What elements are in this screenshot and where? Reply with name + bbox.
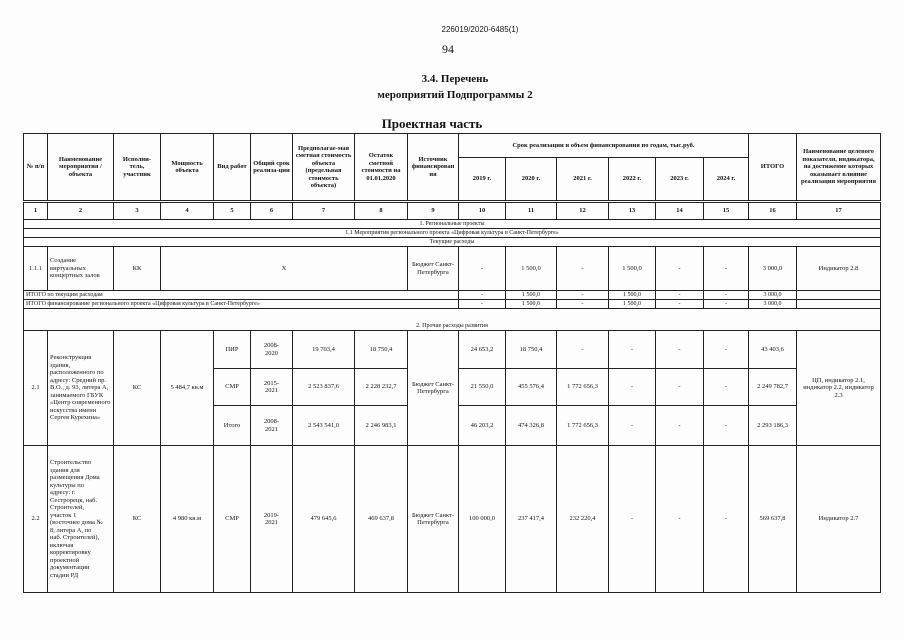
- header-year-2022: 2022 г.: [609, 158, 656, 202]
- header-indicator: Наименование целевого показателя, индикатора, на достижение которых оказывает влияние реализация мероприятия: [797, 134, 881, 202]
- year-2020-value: 237 417,4: [506, 446, 557, 593]
- empty-cell: [797, 291, 881, 300]
- year-2021-value: -: [557, 291, 609, 300]
- document-id: 226019/2020-6485(1): [441, 25, 519, 34]
- year-2020-value: 474 326,8: [506, 406, 557, 446]
- item-indicator: Индикатор 2.7: [797, 446, 881, 593]
- title-line-1: 3.4. Перечень: [421, 73, 489, 85]
- work-period: 2008-2021: [251, 406, 293, 446]
- header-year-2019: 2019 г.: [459, 158, 506, 202]
- table-row-2-1-pir: [24, 331, 881, 369]
- item-number: 1.1.1: [24, 247, 48, 291]
- year-2024-value: -: [704, 446, 749, 593]
- subtotal-label: ИТОГО по текущим расходам: [24, 291, 459, 300]
- work-type: Итого: [214, 406, 251, 446]
- work-period: 2019-2021: [251, 446, 293, 593]
- item-source: Бюджет Санкт-Петербурга: [408, 247, 459, 291]
- remaining-cost: 469 637,8: [355, 446, 408, 593]
- year-2019-value: -: [459, 247, 506, 291]
- work-type: ПИР: [214, 331, 251, 369]
- year-2020-value: 1 500,0: [506, 300, 557, 309]
- column-number: 8: [355, 202, 408, 220]
- year-2023-value: -: [656, 247, 704, 291]
- year-2022-value: 1 500,0: [609, 291, 656, 300]
- year-2019-value: 46 203,2: [459, 406, 506, 446]
- column-number: 14: [656, 202, 704, 220]
- item-executor: КК: [114, 247, 161, 291]
- year-2023-value: -: [656, 406, 704, 446]
- year-2019-value: 21 550,0: [459, 369, 506, 406]
- column-number-row: [24, 202, 881, 220]
- column-number: 9: [408, 202, 459, 220]
- year-2022-value: -: [609, 369, 656, 406]
- header-source: Источник финансирования: [408, 134, 459, 202]
- year-2020-value: 1 500,0: [506, 291, 557, 300]
- year-2021-value: -: [557, 247, 609, 291]
- work-total: 2 293 186,3: [749, 406, 797, 446]
- year-2021-value: 1 772 656,3: [557, 406, 609, 446]
- year-2020-value: 1 500,0: [506, 247, 557, 291]
- header-year-2023: 2023 г.: [656, 158, 704, 202]
- work-period: 2015-2021: [251, 369, 293, 406]
- work-type: СМР: [214, 446, 251, 593]
- column-number: 17: [797, 202, 881, 220]
- section-heading-other-expenses: 2. Прочие расходы развития: [24, 309, 881, 331]
- section-subtitle: Проектная часть: [381, 116, 483, 131]
- header-executor: Исполни-тель, участник: [114, 134, 161, 202]
- column-number: 12: [557, 202, 609, 220]
- column-number: 7: [293, 202, 355, 220]
- not-applicable-mark: Х: [161, 247, 408, 291]
- year-2019-value: 24 653,2: [459, 331, 506, 369]
- year-2019-value: -: [459, 300, 506, 309]
- item-total: 569 637,8: [749, 446, 797, 593]
- subtotal-row: [24, 291, 881, 300]
- column-number: 5: [214, 202, 251, 220]
- section-row: [24, 309, 881, 331]
- item-executor: КС: [114, 446, 161, 593]
- work-period: 2008-2020: [251, 331, 293, 369]
- year-2024-value: -: [704, 369, 749, 406]
- year-2023-value: -: [656, 300, 704, 309]
- item-capacity: 4 980 кв.м: [161, 446, 214, 593]
- header-name: Наименование мероприятия / объекта: [48, 134, 114, 202]
- item-total: 3 000,0: [749, 247, 797, 291]
- header-year-2020: 2020 г.: [506, 158, 557, 202]
- column-number: 15: [704, 202, 749, 220]
- page-title: [325, 71, 585, 103]
- year-2024-value: -: [704, 247, 749, 291]
- column-number: 11: [506, 202, 557, 220]
- section-row: [24, 220, 881, 229]
- year-2022-value: -: [609, 331, 656, 369]
- header-estimated-cost: Предполагае-мая сметная стоимость объекта (предельная стоимость объекта): [293, 134, 355, 202]
- year-2020-value: 18 750,4: [506, 331, 557, 369]
- activities-table: [23, 133, 881, 593]
- total-row: [24, 300, 881, 309]
- item-capacity: 5 484,7 кв.м: [161, 331, 214, 446]
- year-2021-value: -: [557, 300, 609, 309]
- year-2020-value: 455 576,4: [506, 369, 557, 406]
- year-2023-value: -: [656, 446, 704, 593]
- year-2023-value: -: [656, 331, 704, 369]
- column-number: 4: [161, 202, 214, 220]
- header-year-2021: 2021 г.: [557, 158, 609, 202]
- year-2024-value: -: [704, 331, 749, 369]
- subtotal-total: 3 000,0: [749, 291, 797, 300]
- year-2022-value: 1 500,0: [609, 247, 656, 291]
- section-heading-regional-projects: 1. Региональные проекты: [24, 220, 881, 229]
- header-period: Общий срок реализа-ции: [251, 134, 293, 202]
- table-row-2-2: [24, 446, 881, 593]
- header-capacity: Мощность объекта: [161, 134, 214, 202]
- year-2019-value: -: [459, 291, 506, 300]
- total-label: ИТОГО финансирование регионального проекта «Цифровая культура в Санкт-Петербурге»: [24, 300, 459, 309]
- remaining-cost: 18 750,4: [355, 331, 408, 369]
- header-num: № п/п: [24, 134, 48, 202]
- title-line-2: мероприятий Подпрограммы 2: [377, 89, 533, 101]
- item-indicator: ЦП, индикатор 2.1, индикатор 2.2, индикатор 2.3: [797, 331, 881, 446]
- item-executor: КС: [114, 331, 161, 446]
- column-number: 1: [24, 202, 48, 220]
- work-total: 2 249 782,7: [749, 369, 797, 406]
- estimated-cost: 479 645,6: [293, 446, 355, 593]
- section-row: [24, 229, 881, 238]
- header-remaining-cost: Остаток сметной стоимости на 01.01.2020: [355, 134, 408, 202]
- column-number: 2: [48, 202, 114, 220]
- empty-cell: [797, 300, 881, 309]
- estimated-cost: 2 543 541,0: [293, 406, 355, 446]
- column-number: 16: [749, 202, 797, 220]
- header-year-2024: 2024 г.: [704, 158, 749, 202]
- table-row-1-1-1: [24, 247, 881, 291]
- year-2023-value: -: [656, 291, 704, 300]
- year-2024-value: -: [704, 406, 749, 446]
- item-indicator: Индикатор 2.8: [797, 247, 881, 291]
- column-number: 6: [251, 202, 293, 220]
- page-number: 94: [442, 42, 454, 56]
- item-number: 2.2: [24, 446, 48, 593]
- estimated-cost: 2 523 837,6: [293, 369, 355, 406]
- item-name: Реконструкция здания, расположенного по адресу: Средний пр. В.О., д. 93, литера А, занимаемого ГБУК «Центр современного искусства имени Сергея Курехина»: [48, 331, 114, 446]
- year-2022-value: -: [609, 446, 656, 593]
- total-total: 3 000,0: [749, 300, 797, 309]
- column-number: 13: [609, 202, 656, 220]
- header-total: ИТОГО: [749, 134, 797, 202]
- column-number: 10: [459, 202, 506, 220]
- header-row: [24, 134, 881, 158]
- year-2024-value: -: [704, 300, 749, 309]
- work-total: 43 403,6: [749, 331, 797, 369]
- expense-type-heading: Текущие расходы: [24, 238, 881, 247]
- year-2021-value: 1 772 656,3: [557, 369, 609, 406]
- item-name: Строительство здания для размещения Дома культуры по адресу: г. Сестрорецк, наб. Строителей, участок 1 (восточнее дома № 8, литера А, по наб. Строителей), включая корректировку проектной документации стадии РД: [48, 446, 114, 593]
- item-name: Создание виртуальных концертных залов: [48, 247, 114, 291]
- item-source: Бюджет Санкт-Петербурга: [408, 331, 459, 446]
- estimated-cost: 19 703,4: [293, 331, 355, 369]
- year-2021-value: 232 220,4: [557, 446, 609, 593]
- work-type: СМР: [214, 369, 251, 406]
- remaining-cost: 2 246 983,1: [355, 406, 408, 446]
- year-2022-value: 1 500,0: [609, 300, 656, 309]
- year-2022-value: -: [609, 406, 656, 446]
- header-work-type: Вид работ: [214, 134, 251, 202]
- column-number: 3: [114, 202, 161, 220]
- year-2019-value: 100 000,0: [459, 446, 506, 593]
- header-years-group: Срок реализации и объем финансирования по годам, тыс.руб.: [459, 134, 749, 158]
- subsection-heading-digital-culture: 1.1 Мероприятия регионального проекта «Цифровая культура в Санкт-Петербурге»: [24, 229, 881, 238]
- year-2021-value: -: [557, 331, 609, 369]
- year-2023-value: -: [656, 369, 704, 406]
- remaining-cost: 2 228 232,7: [355, 369, 408, 406]
- section-row: [24, 238, 881, 247]
- item-number: 2.1: [24, 331, 48, 446]
- year-2024-value: -: [704, 291, 749, 300]
- item-source: Бюджет Санкт-Петербурга: [408, 446, 459, 593]
